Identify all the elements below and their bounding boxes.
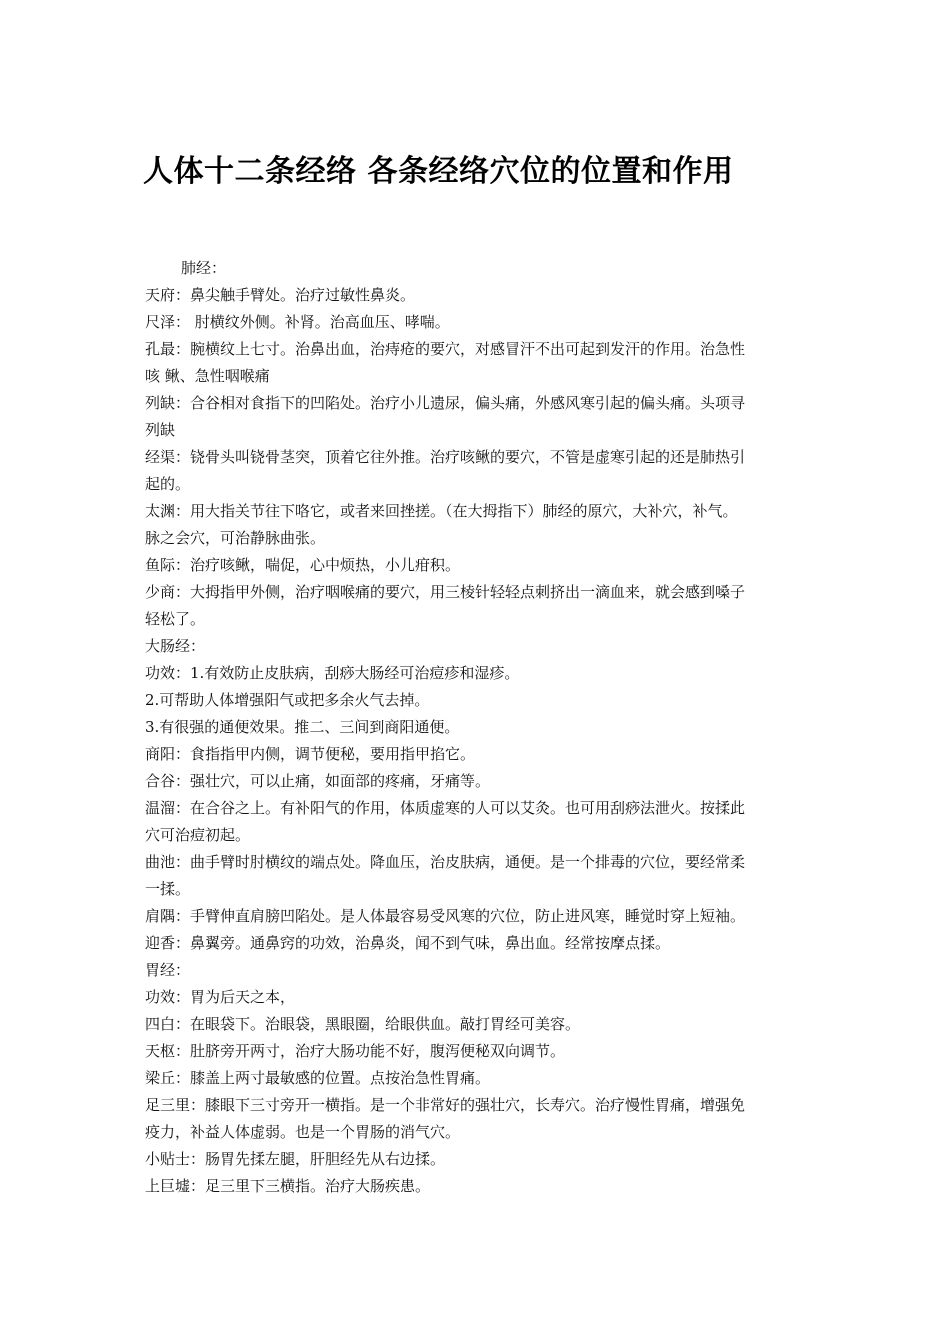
text-line: 四白：在眼袋下。治眼袋，黑眼圈，给眼供血。敲打胃经可美容。 (145, 1015, 581, 1033)
text-line: 鱼际：治疗咳鳅，喘促，心中烦热，小儿疳积。 (145, 556, 461, 574)
document-title: 人体十二条经络 各条经络穴位的位置和作用 (143, 154, 734, 189)
text-line: 足三里：膝眼下三寸旁开一横指。是一个非常好的强壮穴，长寿穴。治疗慢性胃痛，增强免 (145, 1096, 746, 1114)
text-line: 温溜：在合谷之上。有补阳气的作用，体质虚寒的人可以艾灸。也可用刮痧法泄火。按揉此 (145, 799, 746, 817)
text-line: 脉之会穴，可治静脉曲张。 (145, 529, 326, 547)
text-line: 一揉。 (145, 880, 191, 898)
text-line: 梁丘：膝盖上两寸最敏感的位置。点按治急性胃痛。 (145, 1069, 491, 1087)
text-line: 太渊：用大指关节往下咯它，或者来回挫搓。（在大拇指下）肺经的原穴，大补穴，补气。 (145, 502, 738, 520)
text-line: 迎香：鼻翼旁。通鼻窍的功效，治鼻炎，闻不到气味，鼻出血。经常按摩点揉。 (145, 934, 671, 952)
text-line: 经渠：铙骨头叫铙骨茎突，顶着它往外推。治疗咳鳅的要穴，不管是虚寒引起的还是肺热引 (145, 448, 746, 466)
text-line: 功效：1.有效防止皮肤病，刮痧大肠经可治痘疹和湿疹。 (145, 664, 520, 682)
text-line: 穴可治痘初起。 (145, 826, 251, 844)
document-body (145, 255, 810, 1200)
text-line: 天府：鼻尖触手臂处。治疗过敏性鼻炎。 (145, 286, 416, 304)
text-line: 轻松了。 (145, 610, 206, 628)
text-line: 天枢：肚脐旁开两寸，治疗大肠功能不好，腹泻便秘双向调节。 (145, 1042, 566, 1060)
text-line: 列缺：合谷相对食指下的凹陷处。治疗小儿遗尿，偏头痛，外感风寒引起的偏头痛。头项寻 (145, 394, 746, 412)
text-line: 列缺 (145, 421, 176, 439)
text-line: 合谷：强壮穴，可以止痛，如面部的疼痛，牙痛等。 (145, 772, 491, 790)
text-line: 少商：大拇指甲外侧，治疗咽喉痛的要穴，用三棱针轻轻点刺挤出一滴血来，就会感到嗓子 (145, 583, 746, 601)
text-line: 咳 鳅、急性咽喉痛 (145, 367, 270, 385)
text-line: 3.有很强的通便效果。推二、三间到商阳通便。 (145, 718, 460, 736)
text-line: 曲池：曲手臂时肘横纹的端点处。降血压，治皮肤病，通便。是一个排毒的穴位，要经常柔 (145, 853, 746, 871)
text-line: 功效：胃为后天之本， (145, 988, 296, 1006)
text-line: 疫力，补益人体虚弱。也是一个胃肠的消气穴。 (145, 1123, 461, 1141)
text-line: 孔最：腕横纹上七寸。治鼻出血，治痔疮的要穴，对感冒汗不出可起到发汗的作用。治急性 (145, 340, 746, 358)
text-line: 尺泽： 肘横纹外侧。补肾。治高血压、哮喘。 (145, 313, 450, 331)
text-line: 肩隅：手臂伸直肩膀凹陷处。是人体最容易受风寒的穴位，防止进风寒，睡觉时穿上短袖。 (145, 907, 746, 925)
text-line: 商阳：食指指甲内侧，调节便秘，要用指甲掐它。 (145, 745, 476, 763)
text-line: 2.可帮助人体增强阳气或把多余火气去掉。 (145, 691, 430, 709)
text-line: 上巨墟：足三里下三横指。治疗大肠疾患。 (145, 1177, 431, 1195)
text-line: 起的。 (145, 475, 191, 493)
section-heading-lung-meridian: 肺经： (181, 259, 227, 277)
section-heading-stomach-meridian: 胃经： (145, 961, 191, 979)
text-line: 小贴士：肠胃先揉左腿，肝胆经先从右边揉。 (145, 1150, 446, 1168)
section-heading-large-intestine-meridian: 大肠经： (145, 637, 206, 655)
